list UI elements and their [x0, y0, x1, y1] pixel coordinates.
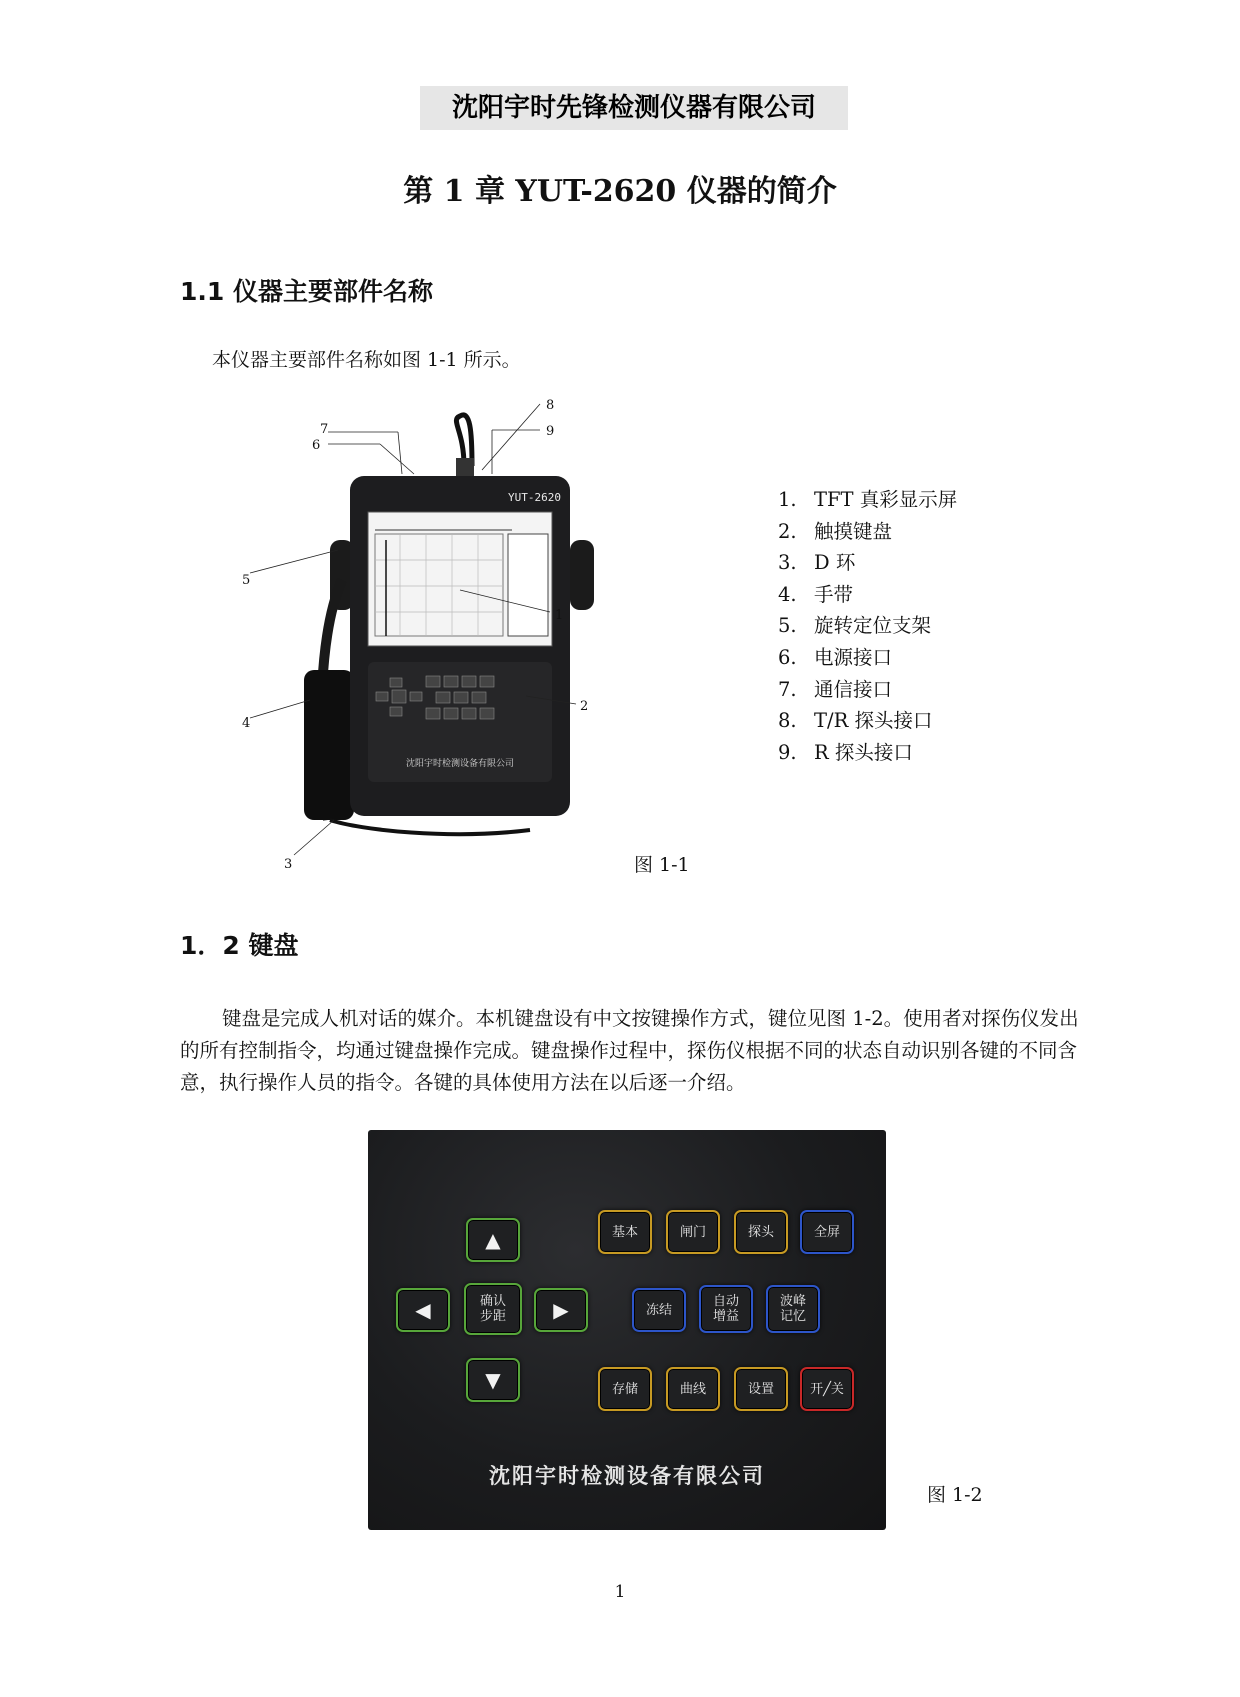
model-label: YUT-2620: [508, 491, 561, 504]
arrow-up-icon: ▲: [485, 1227, 501, 1252]
section-heading-1-2: 1．2 键盘: [180, 931, 299, 960]
callout-1: 1: [555, 608, 564, 623]
callout-6: 6: [312, 438, 321, 453]
list-item: 5. 旋转定位支架: [778, 614, 932, 638]
instrument-figure: [242, 398, 630, 872]
section-paragraph: 键盘是完成人机对话的媒介。本机键盘设有中文按键操作方式，键位见图 1-2。使用者对探伤仪发出的所有控制指令，均通过键盘操作完成。键盘操作过程中，探伤仪根据不同的状态自动识别各键的不同含意，执行操作人员的指令。各键的具体使用方法在以后逐一介绍。: [180, 1007, 1079, 1094]
auto-gain-key: 自动 增益: [699, 1285, 753, 1333]
list-item: 4. 手带: [778, 582, 854, 606]
section-intro: 本仪器主要部件名称如图 1-1 所示。: [212, 349, 521, 371]
stand-right: [570, 540, 594, 610]
power-key: 开╱关: [800, 1367, 854, 1411]
probe-key: 探头: [734, 1210, 788, 1254]
arrow-down-icon: ▼: [485, 1367, 501, 1392]
callout-8: 8: [546, 398, 555, 413]
callout-3: 3: [284, 857, 293, 872]
list-item: 7. 通信接口: [778, 677, 893, 701]
peak-memory-key: 波峰 记忆: [766, 1285, 820, 1333]
arrow-left-icon: ◀: [415, 1297, 431, 1322]
list-item: 2. 触摸键盘: [778, 519, 893, 543]
screen-menu: [508, 534, 548, 636]
left-arrow-key: [396, 1288, 450, 1332]
basic-key: 基本: [598, 1210, 652, 1254]
curve-key: 曲线: [666, 1367, 720, 1411]
list-item: 6. 电源接口: [778, 645, 893, 669]
figure-caption-1-2: 图 1-2: [927, 1484, 983, 1506]
gate-key: 闸门: [666, 1210, 720, 1254]
callout-4: 4: [242, 716, 251, 731]
figure-caption-1-1: 图 1-1: [634, 854, 690, 876]
list-item: 8. T/R 探头接口: [778, 709, 933, 733]
section-heading-1-1: 1.1 仪器主要部件名称: [180, 277, 433, 306]
company-banner: 沈阳宇时先锋检测仪器有限公司: [420, 86, 848, 130]
chapter-title: 第 1 章 YUT-2620 仪器的简介: [403, 174, 837, 209]
callout-5: 5: [242, 573, 251, 588]
hand-strap: [304, 670, 354, 820]
list-item: 9. R 探头接口: [778, 740, 913, 764]
callout-2: 2: [580, 699, 589, 714]
keypad-brand: 沈阳宇时检测设备有限公司: [489, 1464, 765, 1488]
d-ring-strap: [330, 820, 530, 834]
store-key: 存储: [598, 1367, 652, 1411]
confirm-step-key: 确认 步距: [464, 1283, 522, 1335]
settings-key: 设置: [734, 1367, 788, 1411]
fullscreen-key: 全屏: [800, 1210, 854, 1254]
keypad-photo: [368, 1130, 886, 1530]
instrument-brand-line: 沈阳宇时检测设备有限公司: [405, 759, 515, 769]
list-item: 1. TFT 真彩显示屏: [778, 488, 958, 511]
callout-9: 9: [546, 424, 555, 439]
arrow-right-icon: ▶: [553, 1297, 569, 1322]
down-arrow-key: [466, 1358, 520, 1402]
page-number: 1: [614, 1582, 626, 1602]
up-arrow-key: [466, 1218, 520, 1262]
freeze-key: 冻结: [632, 1288, 686, 1332]
callout-7: 7: [320, 422, 329, 437]
list-item: 3. D 环: [778, 551, 856, 575]
parts-list: [778, 484, 957, 768]
right-arrow-key: [534, 1288, 588, 1332]
